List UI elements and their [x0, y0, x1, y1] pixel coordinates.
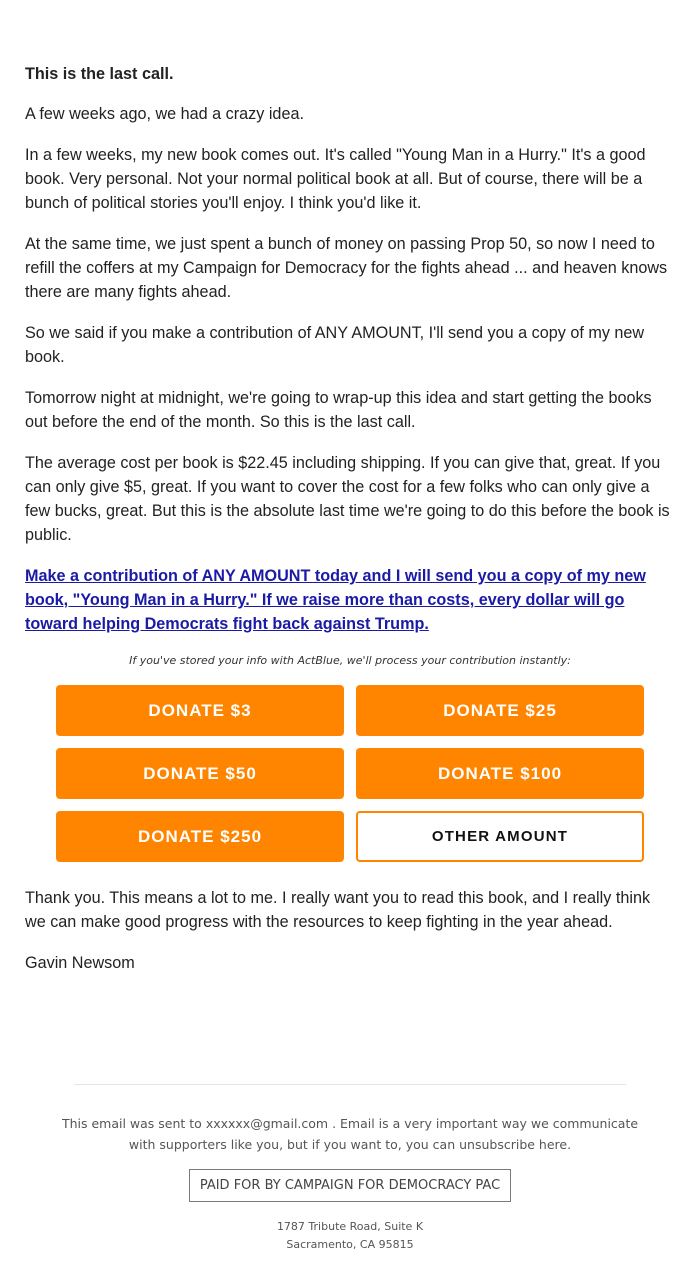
actblue-note: If you've stored your info with ActBlue, we'll process your contribution instantly: [129, 654, 571, 667]
mailing-address [0, 1218, 700, 1254]
opening-line: This is the last call. [25, 65, 174, 83]
recipient-email: xxxxxx@gmail.com [205, 1116, 329, 1131]
footer-divider [74, 1084, 626, 1085]
donate-50-button[interactable]: DONATE $50 [56, 748, 344, 799]
donate-100-button[interactable]: DONATE $100 [356, 748, 644, 799]
paragraph-new-book: In a few weeks, my new book comes out. It's called "Young Man in a Hurry." It's a good book. Very personal. Not your normal political book at all. But of course, there will be a bunch of political stories you'll enjoy. I think you'd like it. [25, 146, 646, 212]
closing-paragraph: Thank you. This means a lot to me. I really want you to read this book, and I really think we can make good progress with the resources to keep fighting in the year ahead. [25, 889, 651, 931]
address-line-2: Sacramento, CA 95815 [286, 1238, 414, 1251]
paragraph-deadline: Tomorrow night at midnight, we're going to wrap-up this idea and start getting the books out before the end of the month. So this is the last call. [25, 389, 652, 431]
paragraph-prop-50: At the same time, we just spent a bunch of money on passing Prop 50, so now I need to refill the coffers at my Campaign for Democracy for the fights ahead ... and heaven knows there are many fights ahead. [25, 235, 668, 301]
paragraph-crazy-idea: A few weeks ago, we had a crazy idea. [25, 105, 304, 123]
footer-sent-suffix: . Email is a very important way we communicate with supporters like you, but if you want to, you can unsubscribe here. [128, 1116, 639, 1152]
donate-25-button[interactable]: DONATE $25 [356, 685, 644, 736]
contribution-link[interactable]: Make a contribution of ANY AMOUNT today and I will send you a copy of my new book, "Young Man in a Hurry." If we raise more than costs, every dollar will go toward helping Democrats fight back against Trump. [25, 567, 646, 633]
signature: Gavin Newsom [25, 954, 135, 972]
paid-for-disclaimer: PAID FOR BY CAMPAIGN FOR DEMOCRACY PAC [189, 1169, 511, 1202]
footer-notice [50, 1113, 650, 1155]
donate-3-button[interactable]: DONATE $3 [56, 685, 344, 736]
paragraph-cost: The average cost per book is $22.45 including shipping. If you can give that, great. If you can only give $5, great. If you want to cover the cost for a few folks who can only give a few bucks, great. But this is the absolute last time we're going to do this before the book is public. [25, 454, 670, 544]
other-amount-button[interactable]: OTHER AMOUNT [356, 811, 644, 862]
email-footer [0, 1084, 700, 1254]
donate-250-button[interactable]: DONATE $250 [56, 811, 344, 862]
paragraph-any-amount: So we said if you make a contribution of ANY AMOUNT, I'll send you a copy of my new book. [25, 324, 645, 366]
donate-button-grid [56, 685, 644, 862]
address-line-1: 1787 Tribute Road, Suite K [276, 1220, 424, 1233]
footer-sent-prefix: This email was sent to [61, 1116, 202, 1131]
